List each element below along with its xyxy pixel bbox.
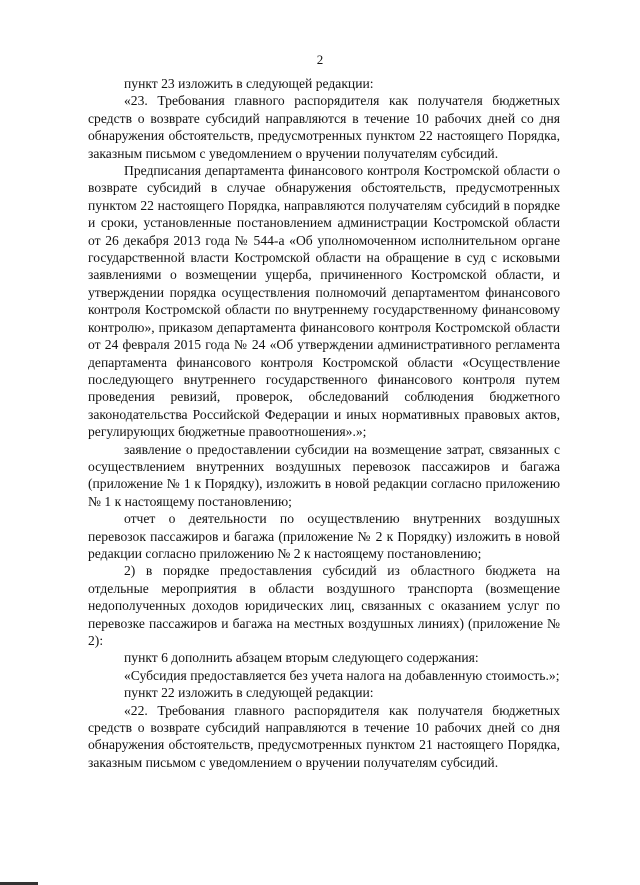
paragraph-application-form: заявление о предоставлении субсидии на возмещение затрат, связанных с осуществлением внутренних воздушных перевозок пассажиров и багажа (приложение № 1 к Порядку), изложить в новой редакции согласно приложению № 1 к настоящему постановлению; xyxy=(88,441,560,509)
page-number: 2 xyxy=(316,52,324,67)
paragraph-item-6-intro: пункт 6 дополнить абзацем вторым следующего содержания: xyxy=(124,650,479,666)
paragraph-item-22-text: «22. Требования главного распорядителя как получателя бюджетных средств о возврате субсидий направляются в течение 10 рабочих дней со дня обнаружения обстоятельств, предусмотренных пунктом 21 настоящего Порядка, заказным письмом с уведомлением о вручении получателям субсидий. xyxy=(88,702,560,770)
paragraph-item-22-intro: пункт 22 изложить в следующей редакции: xyxy=(124,685,374,701)
paragraph-item-23-intro: пункт 23 изложить в следующей редакции: xyxy=(124,76,374,91)
paragraph-activity-report: отчет о деятельности по осуществлению внутренних воздушных перевозок пассажиров и багажа (приложение № 2 к Порядку) изложить в новой редакции согласно приложению № 2 к настоящему постановлению; xyxy=(88,511,560,561)
document-body xyxy=(88,75,560,771)
paragraph-item-23-text: «23. Требования главного распорядителя как получателя бюджетных средств о возврате субсидий направляются в течение 10 рабочих дней со дня обнаружения обстоятельств, предусмотренных пунктом 22 настоящего Порядка, заказным письмом с уведомлением о вручении получателям субсидий. xyxy=(88,93,560,161)
paragraph-section-2: 2) в порядке предоставления субсидий из областного бюджета на отдельные мероприятия в области воздушного транспорта (возмещение недополученных доходов юридических лиц, связанных с оказанием услуг по перевозке пассажиров и багажа на местных воздушных линиях) (приложение № 2): xyxy=(88,563,560,648)
paragraph-orders-fin-control: Предписания департамента финансового контроля Костромской области о возврате субсидий в случае обнаружения обстоятельств, предусмотренных пунктом 22 настоящего Порядка, направляются получателям субсидий в порядке и сроки, установленные постановлением администрации Костромской области от 26 декабря 2013 года № 544-а «Об уполномоченном исполнительном органе государственной власти Костромской области на обращение в суд с исковыми заявлениями о возмещении ущерба, причиненного Костромской области, и утверждении порядка осуществления полномочий департаментом финансового контроля Костромской области по внутреннему государственному финансовому контролю», приказом департамента финансового контроля Костромской области от 24 февраля 2015 года № 24 «Об утверждении административного регламента департамента финансового контроля Костромской области «Осуществление последующего внутреннего государственного финансового контроля путем проведения ревизий, проверок, обследований соблюдения бюджетного законодательства Российской Федерации и иных нормативных правовых актов, регулирующих бюджетные правоотношения».»; xyxy=(88,163,560,440)
paragraph-item-6-text: «Субсидия предоставляется без учета налога на добавленную стоимость.»; xyxy=(124,667,560,683)
